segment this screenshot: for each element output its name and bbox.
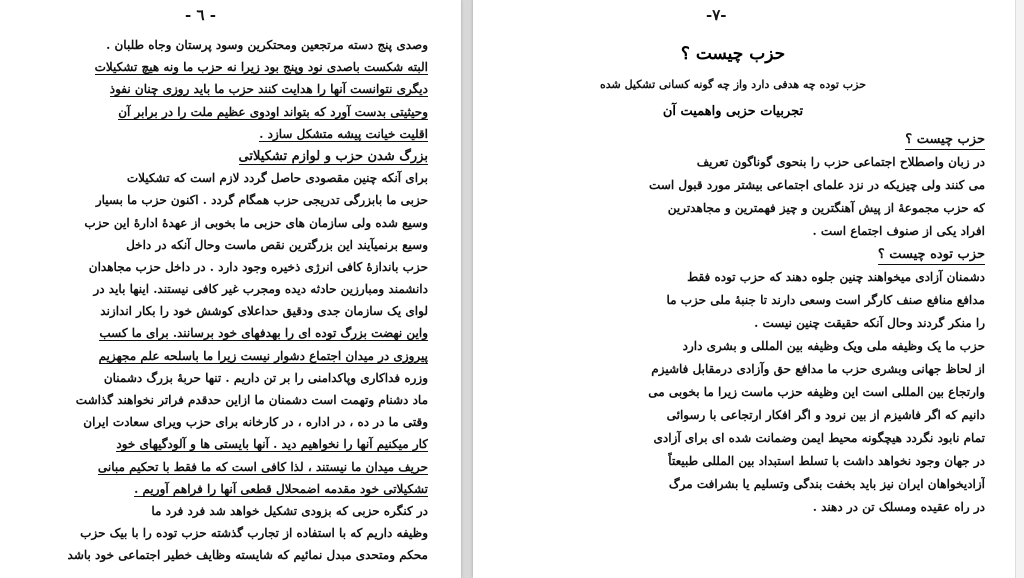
text-line [28,212,428,234]
text-line [565,312,985,335]
text-line [28,34,428,56]
right-page-text [565,128,985,519]
text-line-content: وسیع شده ولی سازمان های حزبی ما بخوبی از عهدهٔ ادارهٔ این حزب [84,215,428,230]
text-line-content: واین نهضت بزرگ توده ای را بهدفهای خود برسانند. برای ما کسب [99,326,428,341]
text-line [28,500,428,522]
text-line-content: آزادیخواهان ایران نیز باید بخفت بندگی وتسلیم یا بشرافت مرگ [668,477,985,491]
text-line [28,478,428,500]
text-line-content: دیگری نتوانست آنها را هدایت کنند حزب ما باید روزی چنان نفوذ [109,82,428,97]
text-line [28,56,428,78]
text-line [565,289,985,312]
text-line [28,522,428,544]
left-page [0,0,461,578]
text-line-content: دشمنان آزادی میخواهند چنین جلوه دهند که حزب توده فقط [687,270,985,284]
text-line [28,123,428,145]
text-line [28,456,428,478]
text-line-content: در زبان واصطلاح اجتماعی حزب را بنحوی گوناگون تعریف [696,155,985,169]
text-line [565,151,985,174]
text-line [28,78,428,100]
text-line [565,473,985,496]
text-line-content: وقتی ما در ده ، در اداره ، در کارخانه برای حزب ویرای سعادت ایران [83,415,428,430]
text-line-content: افراد یکی از صنوف اجتماع است . [812,224,985,238]
section-heading [565,128,985,151]
scrollbar[interactable] [1015,0,1024,578]
section1-body [565,151,985,243]
text-line [565,381,985,404]
text-line-content: می کنند ولی چیزیکه در نزد علمای اجتماعی بیشتر مورد قبول است [649,178,985,192]
text-line [565,358,985,381]
text-line [28,167,428,189]
section2-body [565,266,985,519]
page-title: حزب چیست ؟ [680,44,786,64]
text-line [565,266,985,289]
right-page-number: -٧- [706,6,727,24]
text-line [28,433,428,455]
text-line-content: وصدی پنج دسته مرتجعین ومحتکرین وسود پرستان وجاه طلبان . [106,38,428,52]
text-line [565,404,985,427]
text-line [28,145,428,167]
text-line [28,322,428,344]
text-line [28,367,428,389]
text-line-content: محکم ومتحدی مبدل نمائیم که شایسته وظایف خطیر اجتماعی خود باشد [67,548,428,563]
text-line-content: حریف میدان ما نیستند ، لذا کافی است که ما فقط با تحکیم مبانی [97,459,428,474]
text-line-content: پیروزی در میدان اجتماع دشوار نیست زیرا ما باسلحه علم مجهزیم [98,348,428,363]
text-line [28,300,428,322]
text-line-content: از لحاظ جهانی وبشری حزب ما مدافع حق وآزادی درمقابل فاشیزم [651,362,985,376]
text-line-content: تمام نابود نگردد هیچگونه محیط ایمن وضمانت شده ای برای آزادی [653,431,985,445]
text-line-content: در راه عقیده ومسلک تن در دهند . [812,500,985,514]
text-line [565,335,985,358]
text-line-content: حزب باندازهٔ کافی انرژی ذخیره وجود دارد . در داخل حزب مجاهدان [88,259,428,274]
text-line-content: وارتجاع بین المللی است این وظیفه حزب ماست زیرا ما بخوبی می [648,385,985,399]
text-line [28,189,428,211]
page-subtitle-secondary: تجربیات حزبی واهمیت آن [662,104,804,119]
text-line [28,234,428,256]
text-line [28,411,428,433]
text-line-content: را منکر گردند وحال آنکه حقیقت چنین نیست . [754,316,985,330]
text-line-content: کار میکنیم آنها را نخواهیم دید . آنها بایستی ها و آلودگیهای خود [116,437,428,452]
text-line-content: تشکیلاتی خود مقدمه اضمحلال قطعی آنها را فراهم آوریم . [134,481,428,496]
text-line-content: دانشمند ومبارزین حادثه دیده ومجرب غیر کافی نیستند. اینها باید در [93,282,428,297]
text-line [28,256,428,278]
text-line [28,389,428,411]
text-line-content: وحیثیتی بدست آورد که بتواند اودوی عظیم ملت را در برابر آن [118,104,428,119]
section2-heading: حزب توده چیست ؟ [878,246,985,265]
text-line [565,197,985,220]
text-line [28,278,428,300]
text-line [28,101,428,123]
text-line [28,345,428,367]
text-line-content: اقلیت خیانت پیشه متشکل سازد . [259,126,428,141]
left-page-number: - ٦ - [185,6,216,24]
text-line-content: البته شکست باصدی نود وپنج بود زیرا نه حزب ما ونه هیچ تشکیلات [94,60,428,75]
page-gutter [461,0,473,578]
text-line-content: دانیم که اگر فاشیزم از بین نرود و اگر افکار ارتجاعی با رسوائی [666,408,985,422]
text-line [565,427,985,450]
text-line-content: که حزب مجموعهٔ از پیش آهنگترین و چیز فهمترین و مجاهدترین [667,201,985,215]
text-line [565,174,985,197]
text-line-content: وظیفه داریم که با استفاده از تجارب گذشته حزب توده را با بیک حزب [80,526,428,541]
text-line-content: حزبی ما بابزرگی تدریجی حزب همگام گردد . اکنون حزب ما بسیار [95,193,428,208]
text-line-content: وسیع برنمیآیند این بزرگترین نقص ماست وحال آنکه در داخل [126,237,428,252]
text-line-content: در جهان وجود نخواهد داشت با تسلط استبداد بین المللی طبیعتاً [668,454,985,468]
text-line [565,450,985,473]
page-subtitle: حزب توده چه هدفی دارد واز چه گونه کسانی تشکیل شده [599,78,867,91]
text-line-content: حزب ما یک وظیفه ملی ویک وظیفه بین المللی و بشری دارد [682,339,985,353]
text-line [565,220,985,243]
right-page [473,0,1024,578]
text-line-content: در کنگره حزبی که بزودی تشکیل خواهد شد فرد فرد ما [151,503,428,518]
left-page-text [28,34,428,567]
text-line-content: وزره فداکاری وپاکدامنی را بر تن داریم . تنها حربهٔ بزرگ دشمنان [103,370,428,385]
text-line [28,544,428,566]
text-line-content: برای آنکه چنین مقصودی حاصل گردد لازم است که تشکیلات [126,171,428,186]
section1-heading: حزب چیست ؟ [905,131,985,150]
section-heading [565,243,985,266]
text-line [565,496,985,519]
text-line-content: لوای یک سازمان جدی ودقیق حداعلای کوشش خود را بکار اندازند [100,304,428,319]
text-line-content: مدافع منافع صنف کارگر است وسعی دارند تا جنبهٔ ملی حزب ما [666,293,985,307]
text-line-content: ماد دشنام وتهمت است دشمنان ما ازاین حدقدم فراتر نخواهند گذاشت [75,393,428,407]
text-line-content: بزرگ شدن حزب و لوازم تشکیلاتی [238,148,428,164]
